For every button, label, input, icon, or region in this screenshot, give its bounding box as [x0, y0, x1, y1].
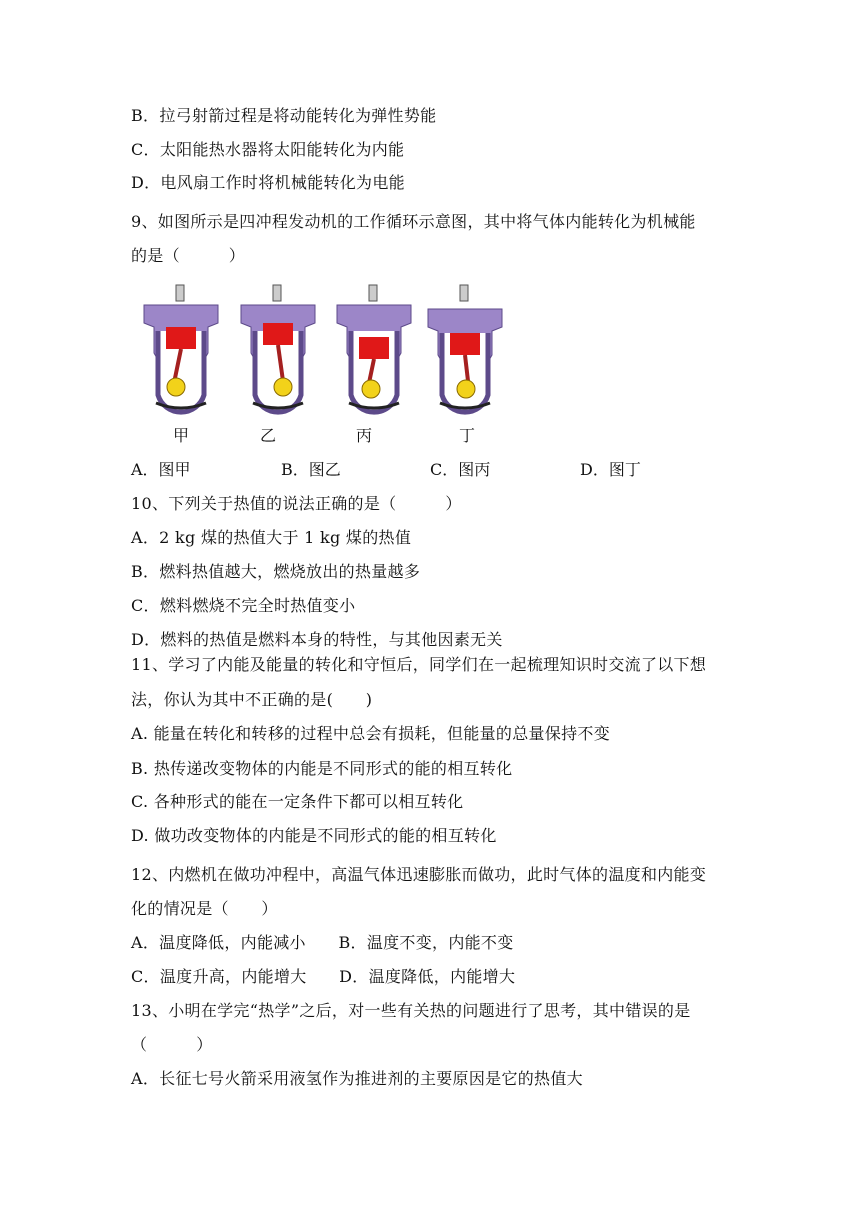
option-8d: D．电风扇工作时将机械能转化为电能	[131, 173, 405, 192]
question-13-line-1: 13、小明在学完“热学”之后，对一些有关热的问题进行了思考，其中错误的是	[131, 1001, 691, 1020]
engine-diagram-bing	[329, 283, 419, 423]
question-11-line-1: 11、学习了内能及能量的转化和守恒后，同学们在一起梳理知识时交流了以下想	[131, 655, 707, 674]
option-11c: C. 各种形式的能在一定条件下都可以相互转化	[131, 792, 464, 811]
option-10c: C．燃料燃烧不完全时热值变小	[131, 596, 356, 615]
option-9b: B．图乙	[281, 460, 341, 479]
engine-diagram-ding	[420, 283, 510, 423]
engine-diagram-yi	[233, 283, 323, 423]
engine-diagram-jia	[136, 283, 226, 423]
option-11a: A. 能量在转化和转移的过程中总会有损耗，但能量的总量保持不变	[131, 724, 611, 743]
option-11b: B. 热传递改变物体的内能是不同形式的能的相互转化	[131, 759, 513, 778]
option-11d: D. 做功改变物体的内能是不同形式的能的相互转化	[131, 826, 497, 845]
question-9-line-1: 9、如图所示是四冲程发动机的工作循环示意图，其中将气体内能转化为机械能	[131, 212, 696, 231]
question-9-options	[131, 460, 691, 480]
caption-bing: 丙	[355, 426, 372, 445]
engine-stroke-figure	[136, 283, 506, 448]
caption-yi: 乙	[259, 426, 276, 445]
question-13-line-2: （ ）	[131, 1035, 213, 1054]
option-10a: A．2 kg 煤的热值大于 1 kg 煤的热值	[131, 528, 412, 547]
options-12ab: A．温度降低，内能减小 B．温度不变，内能不变	[131, 933, 514, 952]
option-8c: C．太阳能热水器将太阳能转化为内能	[131, 140, 405, 159]
question-12-line-1: 12、内燃机在做功冲程中，高温气体迅速膨胀而做功，此时气体的温度和内能变	[131, 865, 707, 884]
question-10: 10、下列关于热值的说法正确的是（ ）	[131, 494, 462, 513]
option-9d: D．图丁	[580, 460, 641, 479]
option-8b: B．拉弓射箭过程是将动能转化为弹性势能	[131, 106, 437, 125]
caption-ding: 丁	[458, 426, 475, 445]
caption-jia: 甲	[172, 426, 189, 445]
question-11-line-2: 法，你认为其中不正确的是( )	[131, 690, 373, 709]
option-10d: D．燃料的热值是燃料本身的特性，与其他因素无关	[131, 630, 503, 649]
option-10b: B．燃料热值越大，燃烧放出的热量越多	[131, 562, 421, 581]
question-9-line-2: 的是（ ）	[131, 246, 246, 265]
option-9c: C．图丙	[430, 460, 491, 479]
option-9a: A．图甲	[131, 460, 191, 479]
option-13a: A．长征七号火箭采用液氢作为推进剂的主要原因是它的热值大	[131, 1069, 583, 1088]
options-12cd: C．温度升高，内能增大 D．温度降低，内能增大	[131, 967, 516, 986]
question-12-line-2: 化的情况是（ ）	[131, 899, 278, 918]
